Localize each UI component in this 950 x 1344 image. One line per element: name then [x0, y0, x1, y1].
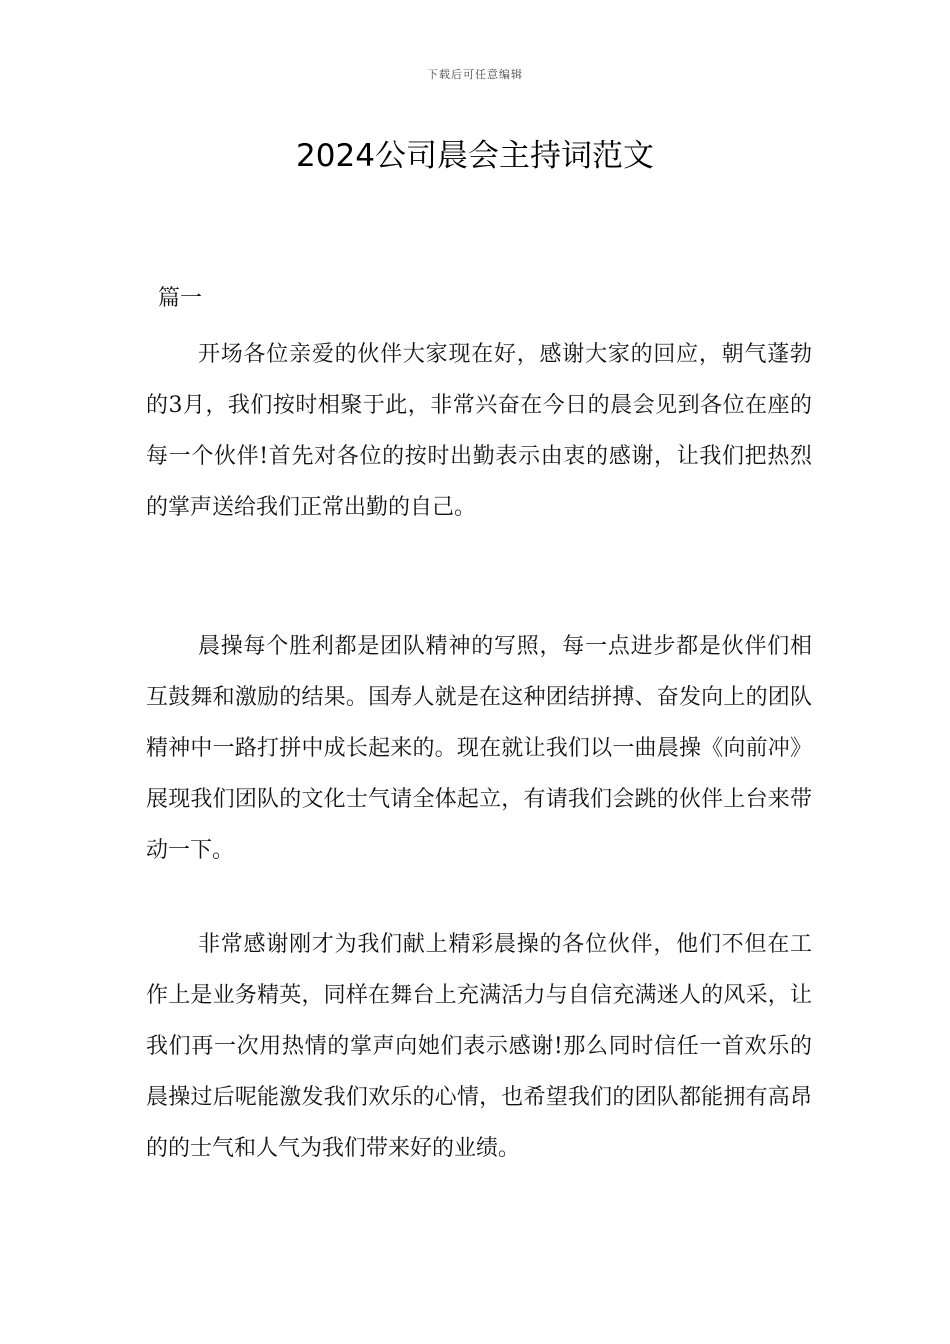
paragraph-morning-exercise: 晨操每个胜利都是团队精神的写照，每一点进步都是伙伴们相互鼓舞和激励的结果。国寿人就是在这种团结拼搏、奋发向上的团队精神中一路打拼中成长起来的。现在就让我们以一曲晨操《向前冲》展现我们团队的文化士气请全体起立，有请我们会跳的伙伴上台来带动一下。 [146, 634, 812, 863]
document-title: 2024公司晨会主持词范文 [296, 138, 654, 174]
paragraph-thanks: 非常感谢刚才为我们献上精彩晨操的各位伙伴，他们不但在工作上是业务精英，同样在舞台上充满活力与自信充满迷人的风采，让我们再一次用热情的掌声向她们表示感谢!那么同时信任一首欢乐的晨操过后呢能激发我们欢乐的心情，也希望我们的团队都能拥有高昂的的士气和人气为我们带来好的业绩。 [146, 932, 812, 1161]
header-note: 下载后可任意编辑 [427, 68, 523, 81]
paragraph-opening: 开场各位亲爱的伙伴大家现在好，感谢大家的回应，朝气蓬勃的3月，我们按时相聚于此，非常兴奋在今日的晨会见到各位在座的每一个伙伴!首先对各位的按时出勤表示由衷的感谢，让我们把热烈的掌声送给我们正常出勤的自己。 [146, 342, 812, 520]
section-label: 篇一 [158, 286, 203, 311]
